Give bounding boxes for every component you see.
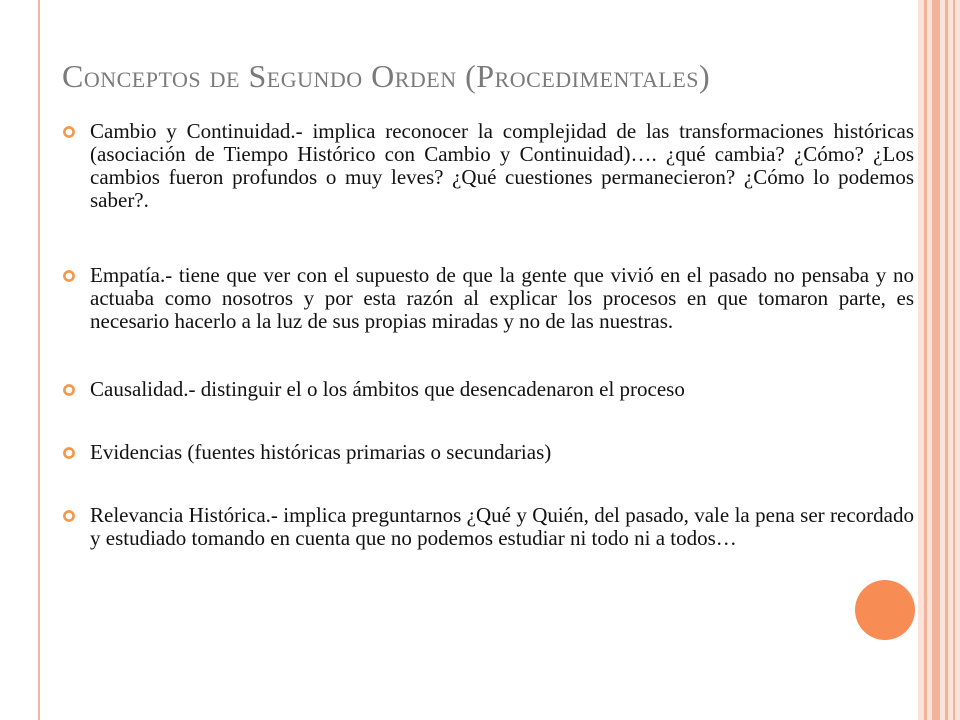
right-decorative-panel [918, 0, 960, 720]
decorative-orange-circle [855, 580, 915, 640]
bullet-empatia [62, 264, 914, 333]
left-border-line [38, 0, 40, 720]
bullet-cambio-continuidad [62, 120, 914, 212]
bullet-ring-icon [62, 269, 76, 283]
bullet-text: Relevancia Histórica.- implica preguntarnos ¿Qué y Quién, del pasado, vale la pena ser recordado y estudiado tomando en cuenta que no podemos estudiar ni todo ni a todos… [90, 503, 914, 550]
bullet-ring-icon [62, 125, 76, 139]
bullet-list [62, 120, 914, 550]
bullet-causalidad [62, 378, 914, 401]
bullet-ring-icon [62, 509, 76, 523]
bullet-text: Cambio y Continuidad.- implica reconocer la complejidad de las transformaciones históricas (asociación de Tiempo Histórico con Cambio y Continuidad)…. ¿qué cambia? ¿Cómo? ¿Los cambios fueron profundos o muy leves? ¿Qué cuestiones permanecieron? ¿Cómo lo podemos saber?. [90, 119, 914, 212]
bullet-text: Causalidad.- distinguir el o los ámbitos que desencadenaron el proceso [90, 377, 685, 401]
bullet-text: Evidencias (fuentes históricas primarias o secundarias) [90, 440, 552, 464]
bullet-text: Empatía.- tiene que ver con el supuesto de que la gente que vivió en el pasado no pensaba y no actuaba como nosotros y por esta razón al explicar los procesos en que tomaron parte, es necesario hacerlo a la luz de sus propias miradas y no de las nuestras. [90, 263, 914, 333]
bullet-ring-icon [62, 383, 76, 397]
bullet-ring-icon [62, 446, 76, 460]
bullet-evidencias [62, 441, 914, 464]
slide-title: Conceptos de Segundo Orden (Procedimentales) [62, 58, 711, 94]
bullet-relevancia-historica [62, 504, 914, 550]
